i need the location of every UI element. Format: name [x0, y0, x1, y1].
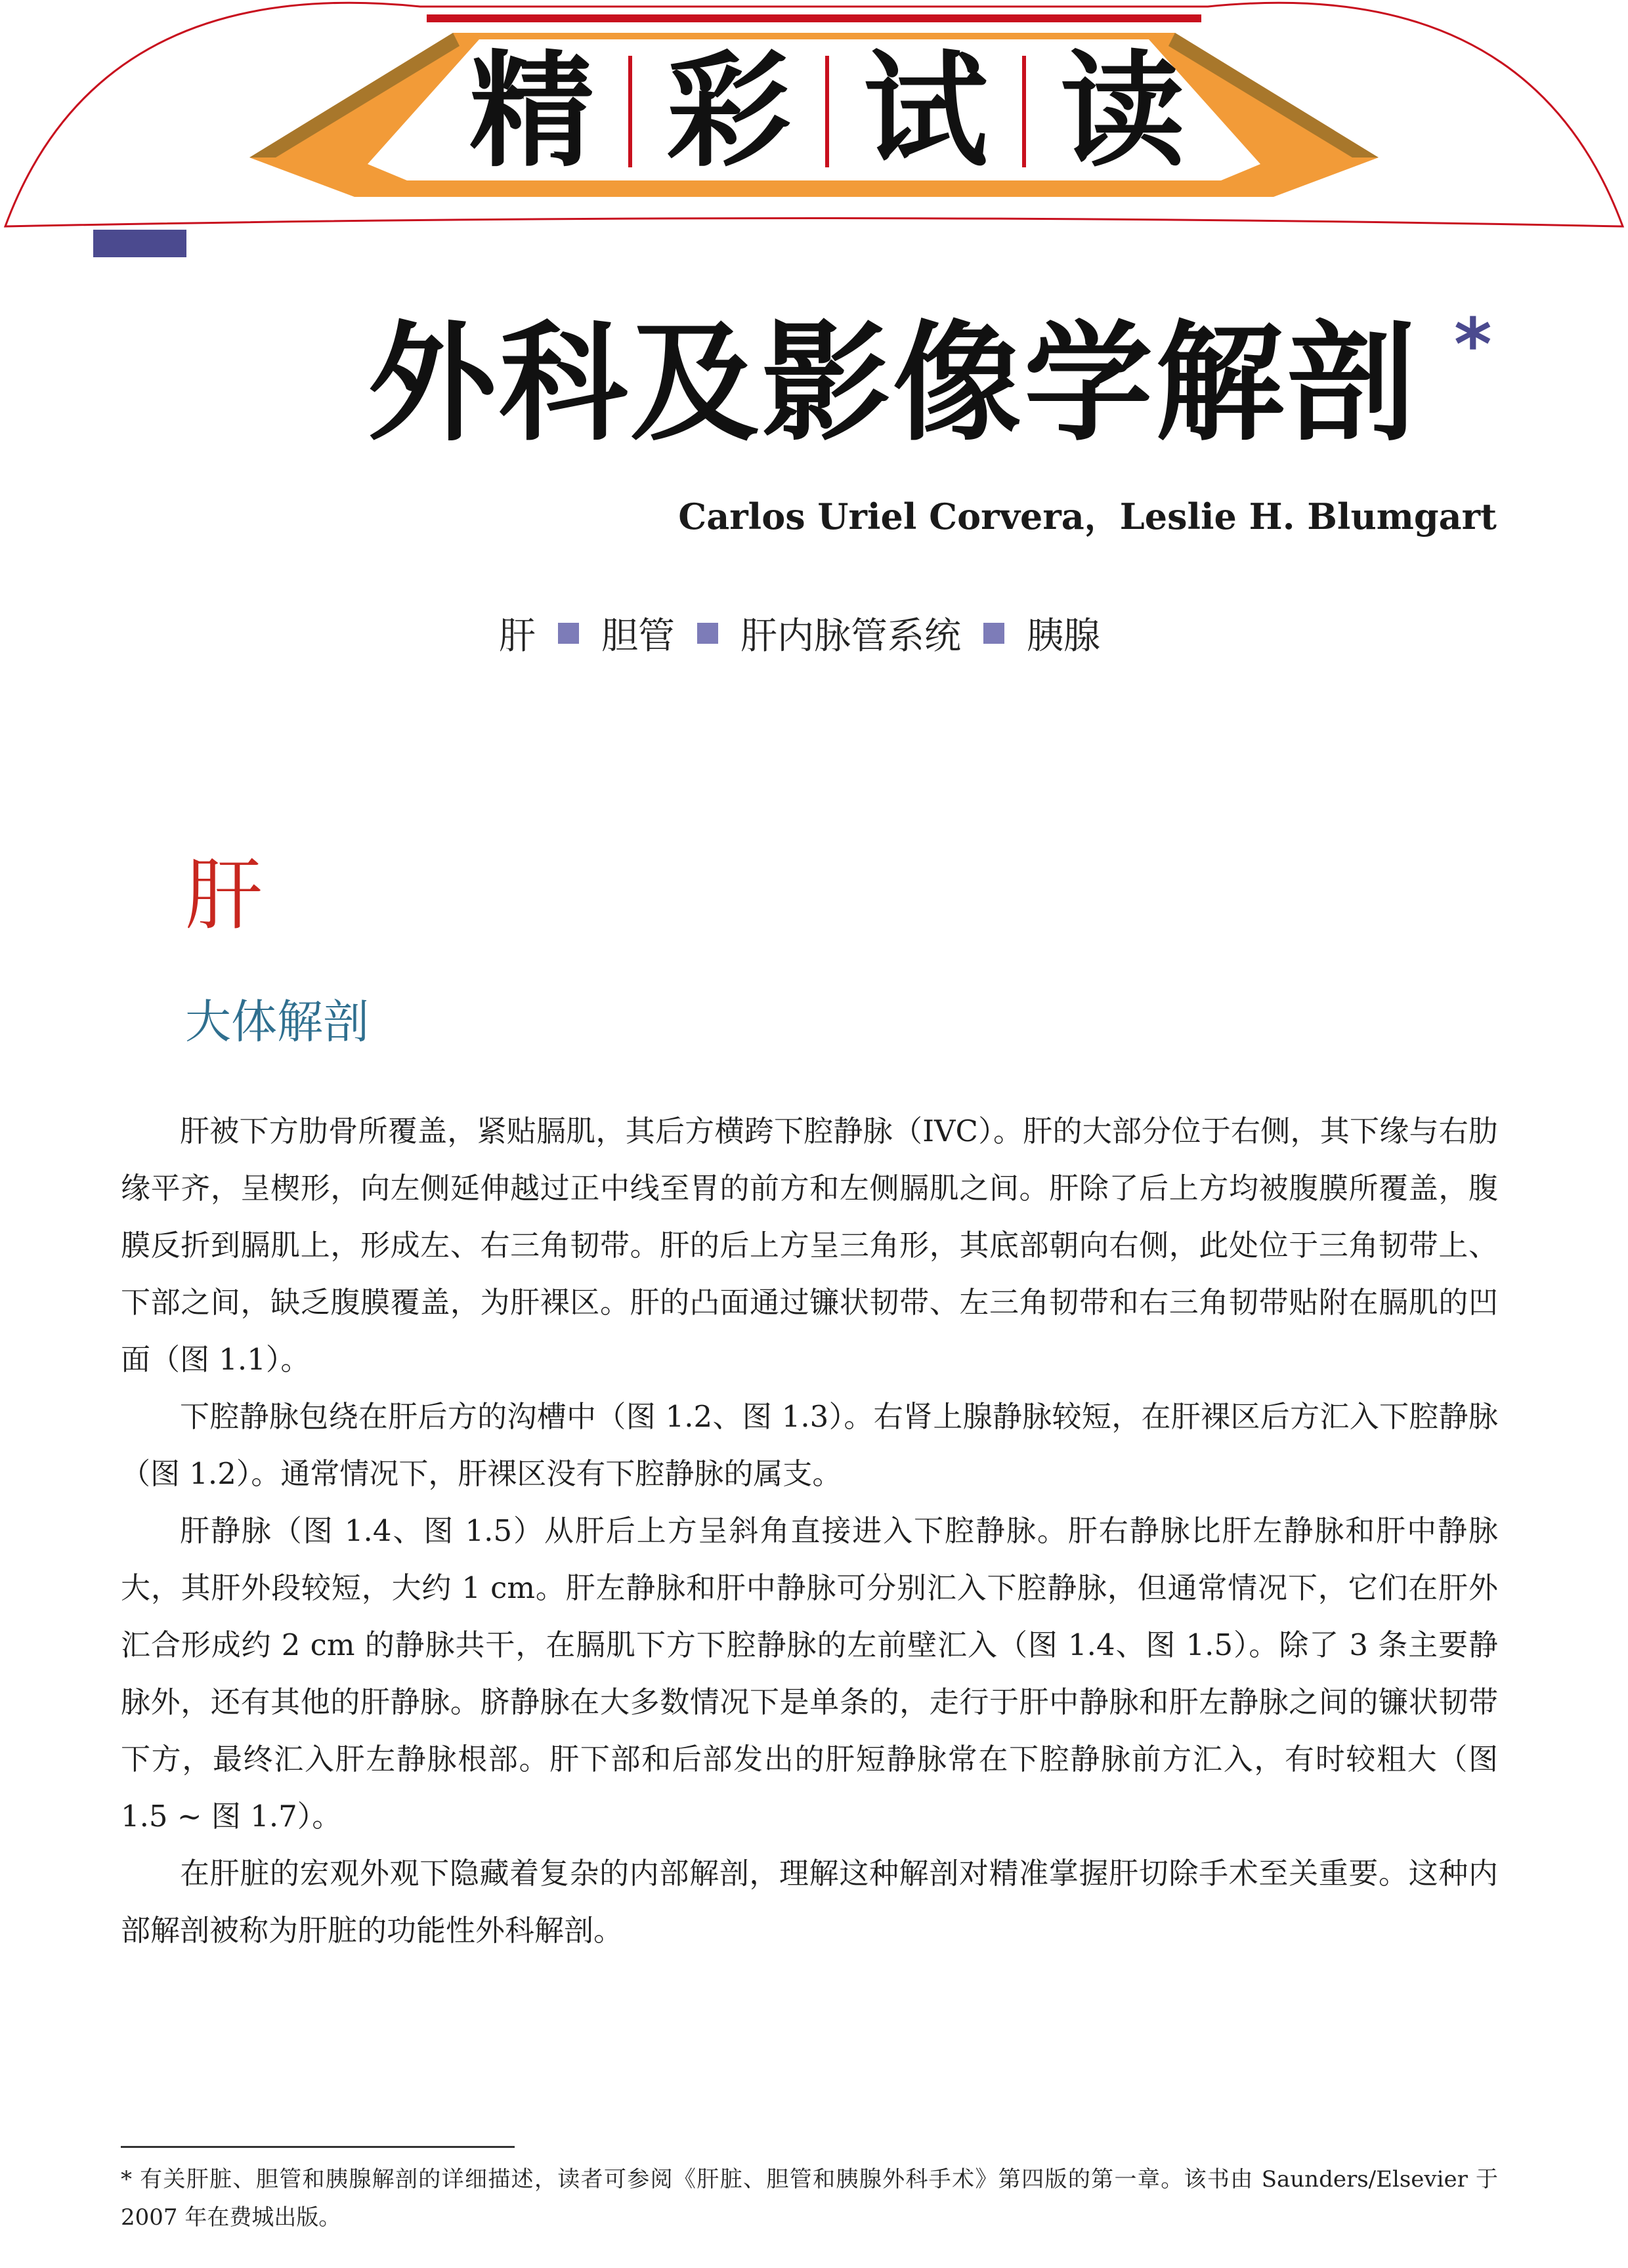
preview-banner	[0, 0, 1628, 249]
subsection-title: 大体解剖	[185, 995, 369, 1049]
body-paragraph: 下腔静脉包绕在肝后方的沟槽中（图 1.2、图 1.3）。右肾上腺静脉较短，在肝裸区后方汇入下腔静脉（图 1.2）。通常情况下，肝裸区没有下腔静脉的属支。	[121, 1399, 1498, 1491]
square-bullet-icon	[558, 623, 579, 644]
chapter-color-tab	[93, 230, 186, 257]
body-paragraph: 肝静脉（图 1.4、图 1.5）从肝后上方呈斜角直接进入下腔静脉。肝右静脉比肝左静脉和肝中静脉大，其肝外段较短，大约 1 cm。肝左静脉和肝中静脉可分别汇入下腔静脉，但通常情况下，它们在肝外汇合形成约 2 cm 的静脉共干，在膈肌下方下腔静脉的左前壁汇入（图 1.4、图 1.5）。除了 3 条主要静脉外，还有其他的肝静脉。脐静脉在大多数情况下是单条的，走行于肝中静脉和肝左静脉之间的镰状韧带下方，最终汇入肝左静脉根部。肝下部和后部发出的肝短静脉常在下腔静脉前方汇入，有时较粗大（图 1.5 ~ 图 1.7）。	[121, 1513, 1498, 1834]
chapter-authors: Carlos Uriel Corvera，Leslie H. Blumgart	[678, 495, 1497, 537]
banner-separator	[628, 56, 632, 167]
square-bullet-icon	[697, 623, 718, 644]
topic-item: 肝内脉管系统	[740, 615, 961, 658]
body-paragraph: 在肝脏的宏观外观下隐藏着复杂的内部解剖，理解这种解剖对精准掌握肝切除手术至关重要。这种内部解剖被称为肝脏的功能性外科解剖。	[121, 1856, 1498, 1948]
banner-char: 读	[1060, 39, 1185, 184]
banner-char: 彩	[666, 39, 791, 184]
body-text	[121, 1102, 1498, 1959]
square-bullet-icon	[983, 623, 1004, 644]
topic-item: 胆管	[601, 615, 675, 658]
banner-title	[460, 39, 1195, 184]
banner-char: 试	[863, 39, 988, 184]
banner-char: 精	[469, 39, 594, 184]
banner-top-rule	[427, 14, 1201, 22]
chapter-title: 外科及影像学解剖	[368, 309, 1419, 459]
topic-item: 肝	[499, 615, 536, 658]
body-paragraph: 肝被下方肋骨所覆盖，紧贴膈肌，其后方横跨下腔静脉（IVC）。肝的大部分位于右侧，其下缘与右肋缘平齐，呈楔形，向左侧延伸越过正中线至胃的前方和左侧膈肌之间。肝除了后上方均被腹膜所覆盖，腹膜反折到膈肌上，形成左、右三角韧带。肝的后上方呈三角形，其底部朝向右侧，此处位于三角韧带上、下部之间，缺乏腹膜覆盖，为肝裸区。肝的凸面通过镰状韧带、左三角韧带和右三角韧带贴附在膈肌的凹面（图 1.1）。	[121, 1114, 1498, 1377]
topic-item: 胰腺	[1027, 615, 1100, 658]
footnote: * 有关肝脏、胆管和胰腺解剖的详细描述，读者可参阅《肝脏、胆管和胰腺外科手术》第四版的第一章。该书由 Saunders/Elsevier 于 2007 年在费城出版。	[121, 2166, 1498, 2231]
section-title: 肝	[185, 850, 263, 940]
topic-list	[499, 604, 1100, 663]
footnote-marker: *	[1454, 303, 1492, 387]
footnote-divider	[121, 2146, 515, 2148]
banner-separator	[825, 56, 829, 167]
banner-separator	[1022, 56, 1026, 167]
